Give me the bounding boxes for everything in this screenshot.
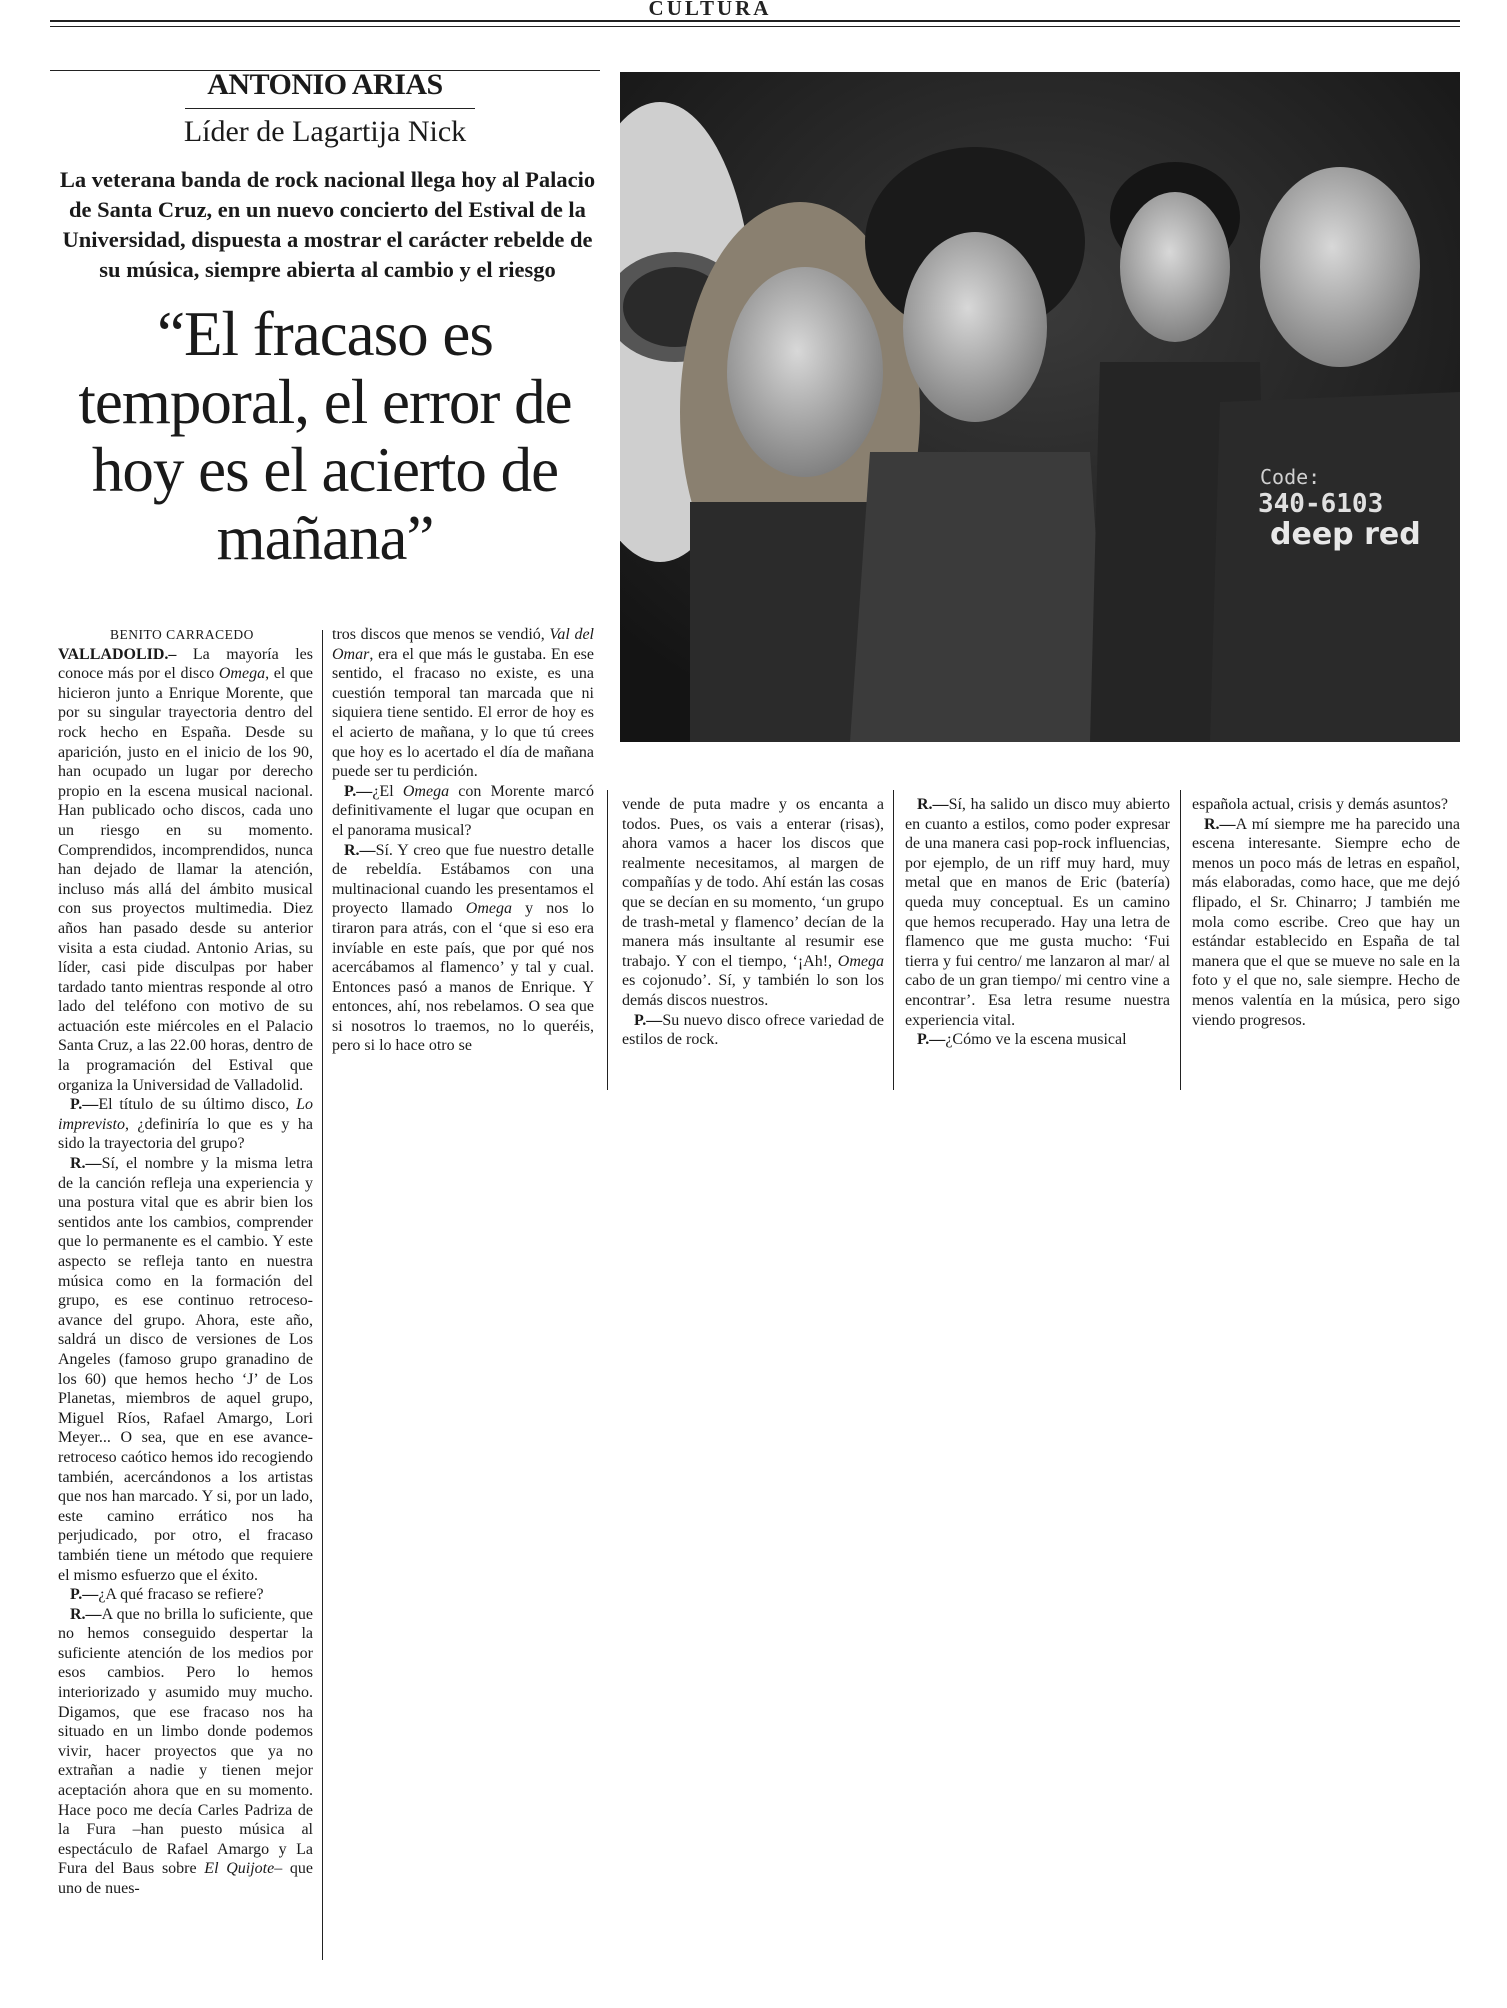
shirt-print-1: Code: bbox=[1260, 465, 1321, 489]
interviewee-name: ANTONIO ARIAS bbox=[207, 68, 443, 101]
question-3 bbox=[332, 782, 594, 841]
column-divider-2 bbox=[607, 790, 608, 1090]
question-1 bbox=[58, 1095, 313, 1154]
text-run: Omega bbox=[465, 900, 512, 918]
text-run: El Quijote bbox=[204, 1860, 275, 1878]
name-underline bbox=[185, 108, 475, 109]
top-rule bbox=[50, 20, 1460, 22]
answer-4 bbox=[905, 795, 1170, 1030]
shirt-print-3: deep red bbox=[1270, 517, 1421, 552]
answer-5 bbox=[1192, 815, 1460, 1031]
question-marker: P.— bbox=[344, 782, 373, 800]
byline: BENITO CARRACEDO bbox=[110, 627, 254, 642]
text-run: Lo imprevisto bbox=[58, 1096, 313, 1133]
top-rule-thin bbox=[50, 26, 1460, 27]
section-title: CULTURA bbox=[648, 0, 772, 20]
text-run: española actual, crisis y demás asuntos? bbox=[1192, 796, 1448, 813]
text-run: ¿A qué fracaso se refiere? bbox=[98, 1586, 264, 1604]
question-marker: P.— bbox=[634, 1011, 663, 1029]
text-run: Omega bbox=[402, 782, 450, 800]
continued-paragraph bbox=[622, 795, 884, 1011]
text-run: Sí. Y creo que fue nuestro detalle de rebeldía. Estábamos con una multinacional cuando les presentamos el proyecto llamado bbox=[332, 841, 594, 918]
article-headline: “El fracaso es temporal, el error de hoy es el acierto de mañana” bbox=[78, 299, 572, 573]
text-run: Sí, ha salido un disco muy abierto en cuanto a estilos, como poder expresar de una manera casi pop-rock influencias, por ejemplo, de un riff muy hard, muy metal que en manos de Eric (batería) queda muy conceptual. Es un camino que hemos recuperado. Hay una letra de flamenco que me gusta mucho: ‘Fui tierra y fui centro/ me lanzaron al mar/ al cabo de un gran tiempo/ mi centro vine a encontrar’. Esa letra resume nuestra experiencia vital. bbox=[905, 796, 1170, 1029]
interviewee-role: Líder de Lagartija Nick bbox=[183, 115, 467, 148]
text-run: Sí, el nombre y la misma letra de la canción refleja una experiencia y una postura vital que es abrir bien los sentidos ante los cambios, comprender que lo permanente es el cambio. Y este aspecto se refleja tanto en nuestra música como en la formación del grupo, es ese continuo retroceso-avance del grupo. Ahora, este año, saldrá un disco de versiones de Los Angeles (famoso grupo granadino de los 60) que hemos hecho ‘J’ de Los Planetas, miembros de aquel grupo, Miguel Ríos, Rafael Amargo, Lori Meyer... O sea, que en ese avance-retroceso caótico hemos ido recogiendo también, acercándonos a los artistas que nos han marcado. Y si, por un lado, este camino errático nos ha perjudicado, por otro, el fracaso también tiene un método que requiere el mismo esfuerzo que el éxito. bbox=[58, 1155, 313, 1584]
text-run: vende de puta madre y os encanta a todos. Pues, os vais a enterar (risas), ahora vamos a hacer los discos que realmente necesitamos, al margen de compañías y de todo. Ahí están las cosas que se decían en su momento, ‘un grupo de trash-metal y flamenco’ decían de la manera más insultante al resumir ese trabajo. Y con el tiempo, ‘¡Ah!, bbox=[622, 796, 884, 970]
answer-1 bbox=[58, 1154, 313, 1585]
question-marker: P.— bbox=[70, 1586, 99, 1604]
column-divider-4 bbox=[1180, 790, 1181, 1090]
text-run: ¿El bbox=[372, 782, 403, 800]
question-2 bbox=[58, 1585, 313, 1605]
question-4 bbox=[622, 1011, 884, 1050]
answer-3 bbox=[332, 841, 594, 1057]
text-run: , el que hicieron junto a Enrique Morente, que por su singular trayectoria dentro del rock hecho en España. Desde su aparición, justo en el inicio de los 90, han ocupado un lugar por derecho propio en la escena musical nacional. Han publicado ocho discos, cada uno un riesgo en su momento. Comprendidos, incomprendidos, nunca han dejado de llamar la atención, incluso más allá del ámbito musical con sus proyectos multimedia. Diez años han pasado desde su anterior visita a esta ciudad. Antonio Arias, su líder, casi pide disculpas por haber tardado tanto mientras responde al otro lado del teléfono con motivo de su actuación este miércoles en el Palacio Santa Cruz, a las 22.00 horas, dentro de la programación del Estival que organiza la Universidad de Valladolid. bbox=[58, 665, 313, 1094]
dateline: VALLADOLID.– bbox=[58, 645, 177, 663]
text-run: Val del Omar bbox=[332, 626, 595, 663]
text-run: A mí siempre me ha parecido una escena interesante. Siempre echo de menos un poco más de letras en español, más elaboradas, como hace, que me dejó flipado, el Sr. Chinarro; J también me mola como escribe. Creo que hay un estándar establecido en España de tal manera que el que se mueve no sale en la foto y el que no, sale siempre. Hecho de menos valentía en la música, pero sigo viendo progresos. bbox=[1192, 815, 1460, 1029]
text-run: es cojonudo’. Sí, y también lo son los demás discos nuestros. bbox=[622, 972, 884, 1009]
text-run: y nos lo tiraron para atrás, con el ‘que si eso era invíable en este país, que por qué nos acercábamos al flamenco’ y tal y cual. Entonces pasó a manos de Enrique. Y entonces, ahí, nos rebelamos. O sea que si nosotros lo traemos, no lo queréis, pero si lo hace otro se bbox=[332, 900, 595, 1055]
column-divider-3 bbox=[893, 790, 894, 1090]
text-run: Omega bbox=[218, 665, 266, 683]
continued-paragraph bbox=[1192, 795, 1460, 815]
question-marker: P.— bbox=[70, 1096, 99, 1114]
band-photo-image bbox=[620, 72, 1460, 742]
question-marker: P.— bbox=[917, 1031, 946, 1049]
text-run: , ¿definiría lo que es y ha sido la trayectoria del grupo? bbox=[58, 1115, 313, 1153]
intro-paragraph bbox=[58, 645, 313, 1096]
question-5 bbox=[905, 1030, 1170, 1050]
article-column-4 bbox=[905, 795, 1170, 1050]
text-run: Omega bbox=[837, 952, 884, 970]
text-run: ¿Cómo ve la escena musical bbox=[945, 1031, 1127, 1049]
answer-marker: R.— bbox=[70, 1605, 102, 1623]
continued-paragraph bbox=[332, 625, 594, 782]
shirt-print-2: 340-6103 bbox=[1258, 489, 1384, 519]
band-photo bbox=[620, 72, 1460, 742]
text-run: La mayoría les conoce más por el disco bbox=[58, 645, 313, 683]
text-run: El título de su último disco, bbox=[98, 1096, 297, 1114]
answer-marker: R.— bbox=[1204, 815, 1236, 833]
article-lead: La veterana banda de rock nacional llega hoy al Palacio de Santa Cruz, en un nuevo concierto del Estival de la Universidad, dispuesta a mostrar el carácter rebelde de su música, siempre abierta al cambio y el riesgo bbox=[59, 167, 596, 282]
text-run: – que uno de nues- bbox=[58, 1860, 313, 1897]
text-run: con Morente marcó definitivamente el lugar que ocupan en el panorama musical? bbox=[332, 782, 595, 839]
article-column-2 bbox=[332, 625, 594, 1056]
article-column-3 bbox=[622, 795, 884, 1050]
article-column-1 bbox=[58, 625, 313, 1899]
text-run: , era el que más le gustaba. En ese sentido, el fracaso no existe, es una cuestión temporal tan marcada que ni siquiera tiene sentido. El error de hoy es el acierto de mañana, y lo que tú crees que hoy es lo acertado el día de mañana puede ser tu perdición. bbox=[332, 645, 594, 781]
text-run: tros discos que menos se vendió, bbox=[332, 626, 550, 643]
answer-2 bbox=[58, 1605, 313, 1899]
answer-marker: R.— bbox=[917, 796, 949, 813]
article-column-5 bbox=[1192, 795, 1460, 1030]
column-divider-1 bbox=[322, 630, 323, 1960]
text-run: A que no brilla lo suficiente, que no hemos conseguido despertar la suficiente atención de los medios por esos cambios. Pero lo hemos interiorizado y asumido muy mucho. Digamos, que ese fracaso nos ha situado en un limbo donde podemos vivir, hacer proyectos que ya no extrañan a nadie y tienen mejor aceptación ahora que en su momento. Hace poco me decía Carles Padriza de la Fura –han puesto música al espectáculo de Rafael Amargo y La Fura del Baus sobre bbox=[58, 1605, 313, 1878]
text-run: Su nuevo disco ofrece variedad de estilos de rock. bbox=[622, 1011, 884, 1049]
answer-marker: R.— bbox=[344, 841, 376, 859]
answer-marker: R.— bbox=[70, 1155, 102, 1173]
